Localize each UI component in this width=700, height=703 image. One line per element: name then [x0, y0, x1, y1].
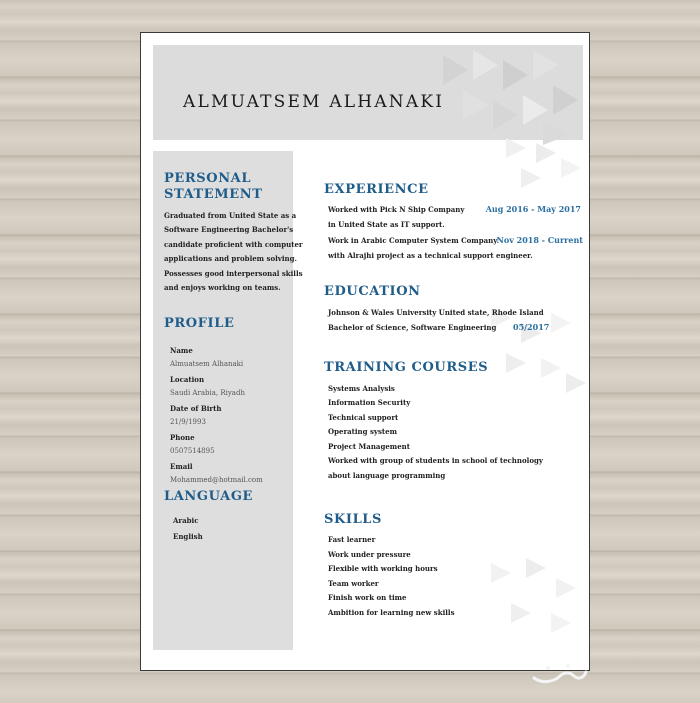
triangle-pattern-decoration: [501, 133, 590, 193]
skill-item: Work under pressure: [328, 550, 411, 559]
skill-item: Ambition for learning new skills: [328, 608, 455, 617]
profile-phone-label: Phone: [170, 433, 195, 442]
profile-heading: PROFILE: [164, 316, 235, 331]
statement-line: and enjoys working on teams.: [164, 283, 281, 293]
profile-email-value: Mohammed@hotmail.com: [170, 476, 263, 484]
skill-item: Finish work on time: [328, 593, 407, 602]
resume-page: [140, 32, 590, 671]
triangle-pattern-decoration: [423, 45, 583, 145]
statement-line: candidate proficient with computer: [164, 239, 303, 249]
personal-statement-heading-line2: STATEMENT: [164, 187, 263, 202]
profile-phone-value: 0507514895: [170, 447, 215, 455]
profile-dob-value: 21/9/1993: [170, 418, 206, 426]
experience-entry-1-line1: Worked with Pick N Ship Company: [328, 205, 465, 214]
training-item: Worked with group of students in school of technology: [328, 456, 543, 465]
skill-item: Flexible with working hours: [328, 564, 438, 573]
experience-entry-2-line2: with Alrajhi project as a technical support engineer.: [328, 251, 533, 260]
language-item: English: [173, 532, 203, 541]
training-item: Project Management: [328, 442, 410, 451]
triangle-pattern-decoration: [481, 553, 590, 653]
statement-line: Software Engineering Bachelor's: [164, 225, 294, 235]
personal-statement-heading-line1: PERSONAL: [164, 171, 252, 186]
profile-dob-label: Date of Birth: [170, 404, 222, 413]
experience-entry-1-line2: in United State as IT support.: [328, 220, 445, 229]
profile-location-label: Location: [170, 375, 205, 384]
training-item: Operating system: [328, 427, 398, 436]
training-item: about language programming: [328, 471, 446, 480]
language-heading: LANGUAGE: [164, 489, 254, 504]
training-item: Systems Analysis: [328, 384, 395, 393]
training-item: Information Security: [328, 398, 411, 407]
skill-item: Team worker: [328, 579, 379, 588]
education-degree: Bachelor of Science, Software Engineering: [328, 323, 497, 332]
sidebar-panel: [153, 151, 303, 650]
statement-line: Graduated from United State as a: [164, 211, 297, 220]
statement-line: Possesses good interpersonal skills: [164, 268, 303, 278]
experience-entry-1-date: Aug 2016 - May 2017: [485, 204, 581, 214]
personal-statement-text: [164, 209, 303, 295]
education-school: Johnson & Wales University United state, Rhode Island: [328, 308, 544, 317]
watermark-logo-icon: [530, 660, 588, 686]
education-heading: EDUCATION: [324, 284, 421, 299]
statement-line: applications and problem solving.: [164, 254, 297, 264]
profile-name-value: Almuatsem Alhanaki: [170, 360, 244, 368]
experience-heading: EXPERIENCE: [324, 182, 429, 197]
profile-name-label: Name: [170, 346, 193, 355]
training-item: Technical support: [328, 413, 399, 422]
skill-item: Fast learner: [328, 535, 376, 544]
experience-entry-2-line1: Work in Arabic Computer System Company: [328, 236, 498, 245]
language-item: Arabic: [173, 516, 199, 525]
training-heading: TRAINING COURSES: [324, 360, 489, 375]
education-date: 05/2017: [513, 322, 550, 332]
personal-statement-heading: [164, 171, 263, 203]
experience-entry-2-date: Nov 2018 - Current: [496, 235, 583, 245]
profile-email-label: Email: [170, 462, 193, 471]
skills-heading: SKILLS: [324, 512, 383, 527]
triangle-pattern-decoration: [481, 303, 590, 413]
header-band: [153, 45, 583, 140]
profile-location-value: Saudi Arabia, Riyadh: [170, 389, 245, 397]
candidate-name: ALMUATSEM ALHANAKI: [183, 92, 445, 112]
